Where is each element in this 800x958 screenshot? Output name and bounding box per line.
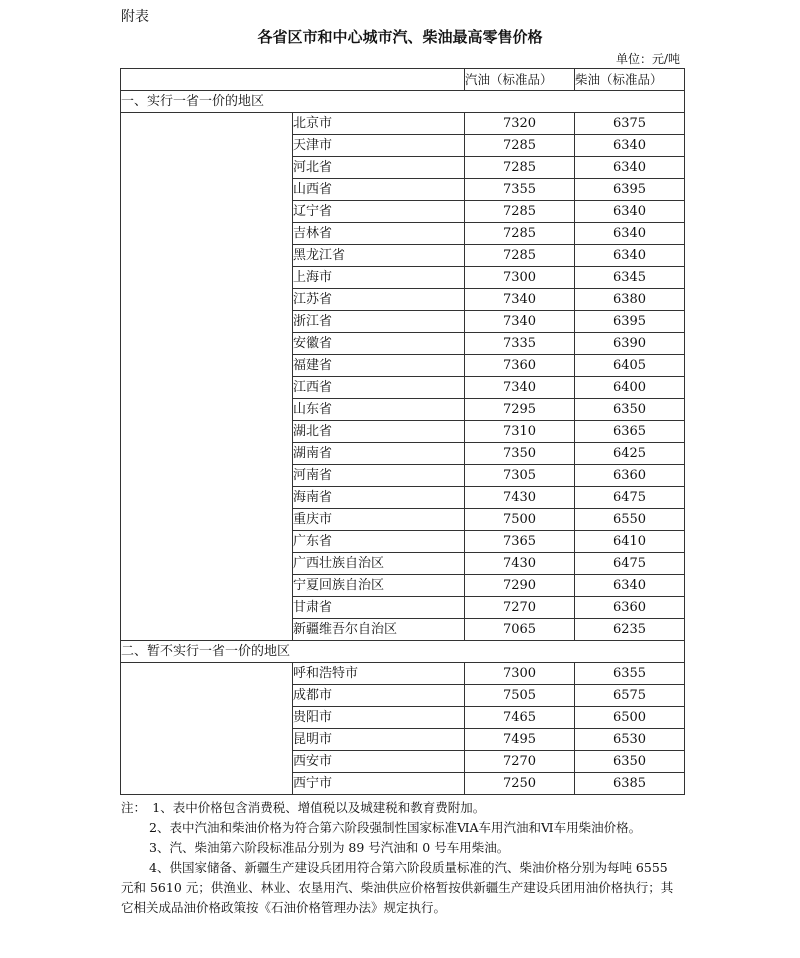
gasoline-price-cell: 7250 [465,773,575,795]
diesel-price-cell: 6550 [575,509,685,531]
diesel-price-cell: 6410 [575,531,685,553]
gasoline-price-cell: 7495 [465,729,575,751]
indent-spacer-cell [121,663,293,795]
region-name-cell: 浙江省 [293,311,465,333]
diesel-price-cell: 6350 [575,751,685,773]
region-name-cell: 湖北省 [293,421,465,443]
region-name-cell: 山西省 [293,179,465,201]
gasoline-price-cell: 7360 [465,355,575,377]
diesel-price-cell: 6235 [575,619,685,641]
note-3: 3、汽、柴油第六阶段标准品分别为 89 号汽油和 0 号车用柴油。 [149,840,510,855]
header-blank-cell [121,69,465,91]
section-header-row [121,641,685,663]
gasoline-price-cell: 7340 [465,377,575,399]
region-name-cell: 新疆维吾尔自治区 [293,619,465,641]
region-name-cell: 福建省 [293,355,465,377]
gasoline-price-cell: 7310 [465,421,575,443]
region-name-cell: 重庆市 [293,509,465,531]
gasoline-price-cell: 7335 [465,333,575,355]
region-name-cell: 西安市 [293,751,465,773]
region-name-cell: 河南省 [293,465,465,487]
section-title: 一、实行一省一价的地区 [121,91,685,113]
region-name-cell: 昆明市 [293,729,465,751]
page-title: 各省区市和中心城市汽、柴油最高零售价格 [257,28,543,46]
gasoline-price-cell: 7320 [465,113,575,135]
region-name-cell: 江西省 [293,377,465,399]
unit-label: 单位：元/吨 [615,52,680,66]
diesel-price-cell: 6385 [575,773,685,795]
diesel-price-cell: 6355 [575,663,685,685]
gasoline-price-cell: 7340 [465,289,575,311]
diesel-price-cell: 6395 [575,179,685,201]
region-name-cell: 黑龙江省 [293,245,465,267]
diesel-price-cell: 6400 [575,377,685,399]
diesel-price-cell: 6340 [575,201,685,223]
region-name-cell: 海南省 [293,487,465,509]
table-row [121,663,685,685]
gasoline-price-cell: 7430 [465,553,575,575]
region-name-cell: 北京市 [293,113,465,135]
gasoline-price-cell: 7270 [465,597,575,619]
region-name-cell: 江苏省 [293,289,465,311]
diesel-price-cell: 6340 [575,575,685,597]
diesel-price-cell: 6340 [575,223,685,245]
note-2: 2、表中汽油和柴油价格为符合第六阶段强制性国家标准ⅥA车用汽油和Ⅵ车用柴油价格。 [149,820,642,835]
note-1: 注： 1、表中价格包含消费税、增值税以及城建税和教育费附加。 [121,800,486,815]
diesel-price-cell: 6530 [575,729,685,751]
region-name-cell: 成都市 [293,685,465,707]
section-header-row [121,91,685,113]
gasoline-price-cell: 7065 [465,619,575,641]
gasoline-price-cell: 7285 [465,245,575,267]
diesel-price-cell: 6365 [575,421,685,443]
diesel-price-cell: 6405 [575,355,685,377]
table-body [121,91,685,795]
region-name-cell: 西宁市 [293,773,465,795]
region-name-cell: 甘肃省 [293,597,465,619]
diesel-price-cell: 6380 [575,289,685,311]
region-name-cell: 湖南省 [293,443,465,465]
column-header-gasoline: 汽油（标准品） [465,69,575,91]
gasoline-price-cell: 7365 [465,531,575,553]
gasoline-price-cell: 7340 [465,311,575,333]
diesel-price-cell: 6475 [575,487,685,509]
diesel-price-cell: 6390 [575,333,685,355]
table-row [121,113,685,135]
diesel-price-cell: 6575 [575,685,685,707]
gasoline-price-cell: 7300 [465,267,575,289]
region-name-cell: 呼和浩特市 [293,663,465,685]
region-name-cell: 广东省 [293,531,465,553]
gasoline-price-cell: 7285 [465,223,575,245]
region-name-cell: 山东省 [293,399,465,421]
region-name-cell: 辽宁省 [293,201,465,223]
diesel-price-cell: 6395 [575,311,685,333]
diesel-price-cell: 6340 [575,245,685,267]
diesel-price-cell: 6345 [575,267,685,289]
diesel-price-cell: 6475 [575,553,685,575]
diesel-price-cell: 6350 [575,399,685,421]
notes-section [121,798,683,918]
section-title: 二、暂不实行一省一价的地区 [121,641,685,663]
gasoline-price-cell: 7300 [465,663,575,685]
diesel-price-cell: 6340 [575,135,685,157]
column-header-diesel: 柴油（标准品） [575,69,685,91]
gasoline-price-cell: 7285 [465,201,575,223]
region-name-cell: 吉林省 [293,223,465,245]
gasoline-price-cell: 7285 [465,157,575,179]
gasoline-price-cell: 7285 [465,135,575,157]
region-name-cell: 天津市 [293,135,465,157]
gasoline-price-cell: 7290 [465,575,575,597]
region-name-cell: 宁夏回族自治区 [293,575,465,597]
gasoline-price-cell: 7270 [465,751,575,773]
diesel-price-cell: 6340 [575,157,685,179]
gasoline-price-cell: 7505 [465,685,575,707]
diesel-price-cell: 6425 [575,443,685,465]
region-name-cell: 河北省 [293,157,465,179]
diesel-price-cell: 6360 [575,465,685,487]
indent-spacer-cell [121,113,293,641]
gasoline-price-cell: 7465 [465,707,575,729]
gasoline-price-cell: 7430 [465,487,575,509]
region-name-cell: 安徽省 [293,333,465,355]
region-name-cell: 贵阳市 [293,707,465,729]
region-name-cell: 广西壮族自治区 [293,553,465,575]
gasoline-price-cell: 7295 [465,399,575,421]
gasoline-price-cell: 7305 [465,465,575,487]
diesel-price-cell: 6500 [575,707,685,729]
price-table [120,68,685,795]
gasoline-price-cell: 7500 [465,509,575,531]
gasoline-price-cell: 7350 [465,443,575,465]
table-header-row [121,69,685,91]
gasoline-price-cell: 7355 [465,179,575,201]
note-4: 4、供国家储备、新疆生产建设兵团用符合第六阶段质量标准的汽、柴油价格分别为每吨 6555 元和 5610 元；供渔业、林业、农垦用汽、柴油供应价格暂按供新疆生产建设兵团用油价格执行；其它相关成品油价格政策按《石油价格管理办法》规定执行。 [121,860,674,915]
appendix-label: 附表 [121,9,149,25]
region-name-cell: 上海市 [293,267,465,289]
diesel-price-cell: 6360 [575,597,685,619]
diesel-price-cell: 6375 [575,113,685,135]
